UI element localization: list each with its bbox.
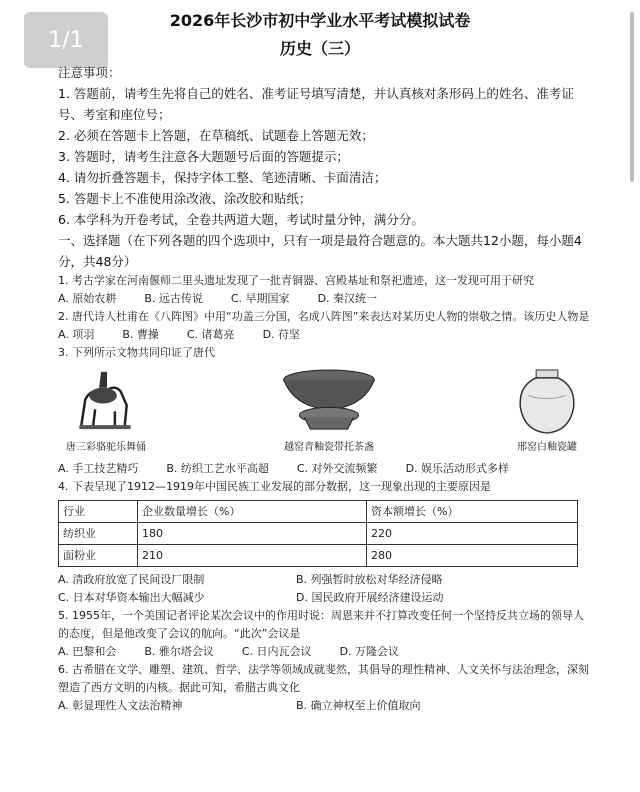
table-header: 资本额增长（%） xyxy=(367,501,578,523)
option: C. 日本对华资本输出大幅减少 xyxy=(58,591,205,604)
option: D. 万隆会议 xyxy=(339,645,400,658)
question-1-options xyxy=(58,290,590,308)
figure-caption: 越窑青釉瓷带托茶盏 xyxy=(284,442,374,453)
option: A. 项羽 xyxy=(58,328,95,341)
question-2-stem: 2. 唐代诗人杜甫在《八阵图》中用“功盖三分国，名成八阵图”来表达对某历史人物的崇敬之情。该历史人物是 xyxy=(58,310,590,323)
question-3-options xyxy=(58,460,590,478)
figure-tea-bowl xyxy=(274,366,384,458)
option: D. 娱乐活动形式多样 xyxy=(405,462,510,475)
option: C. 早期国家 xyxy=(230,292,290,305)
note-item: 6. 本学科为开卷考试，全卷共两道大题，考试时量分钟，满分分。 xyxy=(58,212,424,227)
option: B. 雅尔塔会议 xyxy=(144,645,214,658)
question-5-options xyxy=(58,643,590,661)
figure-camel xyxy=(66,366,146,458)
tea-bowl-icon xyxy=(274,366,384,437)
option: D. 国民政府开展经济建设运动 xyxy=(296,591,444,604)
option: C. 诸葛亮 xyxy=(186,328,235,341)
question-4-options-row2 xyxy=(58,589,590,607)
camel-figurine-icon xyxy=(71,366,141,437)
option: B. 纺织工艺水平高超 xyxy=(166,462,269,475)
option: C. 日内瓦会议 xyxy=(241,645,312,658)
section-heading: 一、选择题（在下列各题的四个选项中，只有一项是最符合题意的。本大题共12小题，每小题4分，共48分） xyxy=(58,233,582,269)
table-cell: 210 xyxy=(138,545,367,567)
figure-caption: 唐三彩骆驼乐舞俑 xyxy=(66,442,146,453)
option: B. 曹操 xyxy=(122,328,159,341)
question-4-options-row1 xyxy=(58,571,590,589)
question-6-stem: 6. 古希腊在文学、雕塑、建筑、哲学、法学等领域成就斐然，其倡导的理性精神、人文关怀与法治理念，深刻塑造了西方文明的内核。据此可知，希腊古典文化 xyxy=(58,663,589,694)
question-3-stem: 3. 下列所示文物共同印证了唐代 xyxy=(58,346,215,359)
exam-title: 2026年长沙市初中学业水平考试模拟试卷 xyxy=(169,11,471,30)
option: A. 彰显理性人文法治精神 xyxy=(58,699,183,712)
note-item: 5. 答题卡上不准使用涂改液、涂改胶和贴纸； xyxy=(58,191,312,206)
question-1-stem: 1. 考古学家在河南偃师二里头遗址发现了一批青铜器、宫殿基址和祭祀遗迹，这一发现可用于研究 xyxy=(58,274,534,287)
question-2-options xyxy=(58,326,590,344)
option: A. 原始农耕 xyxy=(58,292,117,305)
question-5-stem: 5. 1955年，一个美国记者评论某次会议中的作用时说：周恩来并不打算改变任何一个坚持反共立场的领导人的态度，但是他改变了会议的航向。“此次”会议是 xyxy=(58,609,584,640)
notes-heading: 注意事项： xyxy=(58,65,121,80)
figure-jar xyxy=(512,366,582,458)
table-row xyxy=(59,545,578,567)
table-header-row xyxy=(59,501,578,523)
option: B. 列强暂时放松对华经济侵略 xyxy=(296,573,443,586)
table-cell: 面粉业 xyxy=(59,545,138,567)
table-cell: 180 xyxy=(138,523,367,545)
table-row xyxy=(59,523,578,545)
table-cell: 纺织业 xyxy=(59,523,138,545)
note-item: 4. 请勿折叠答题卡，保持字体工整、笔迹清晰、卡面清洁； xyxy=(58,170,387,185)
option: D. 秦汉统一 xyxy=(317,292,378,305)
option: B. 确立神权至上价值取向 xyxy=(296,699,421,712)
question-6-options xyxy=(58,697,590,715)
table-cell: 220 xyxy=(367,523,578,545)
white-jar-icon xyxy=(512,366,582,437)
option: A. 手工技艺精巧 xyxy=(58,462,139,475)
option: C. 对外交流频繁 xyxy=(296,462,378,475)
industry-data-table xyxy=(58,500,578,567)
option: B. 远古传说 xyxy=(144,292,203,305)
option: A. 清政府放宽了民间设厂限制 xyxy=(58,573,205,586)
exam-content xyxy=(58,62,590,715)
exam-subtitle: 历史（三） xyxy=(279,39,360,58)
figure-caption: 邢窑白釉瓷罐 xyxy=(517,442,577,453)
artifact-figures xyxy=(58,366,590,458)
note-item: 3. 答题时，请考生注意各大题题号后面的答题提示； xyxy=(58,149,349,164)
page-indicator[interactable]: 1/1 xyxy=(24,12,108,68)
table-header: 行业 xyxy=(59,501,138,523)
table-header: 企业数量增长（%） xyxy=(138,501,367,523)
table-cell: 280 xyxy=(367,545,578,567)
option: D. 苻坚 xyxy=(262,328,301,341)
note-item: 2. 必须在答题卡上答题，在草稿纸、试题卷上答题无效； xyxy=(58,128,374,143)
question-4-stem: 4. 下表呈现了1912—1919年中国民族工业发展的部分数据，这一现象出现的主要原因是 xyxy=(58,480,491,493)
note-item: 1. 答题前，请考生先将自己的姓名、准考证号填写清楚，并认真核对条形码上的姓名、准考证号、考室和座位号； xyxy=(58,86,574,122)
option: A. 巴黎和会 xyxy=(58,645,117,658)
